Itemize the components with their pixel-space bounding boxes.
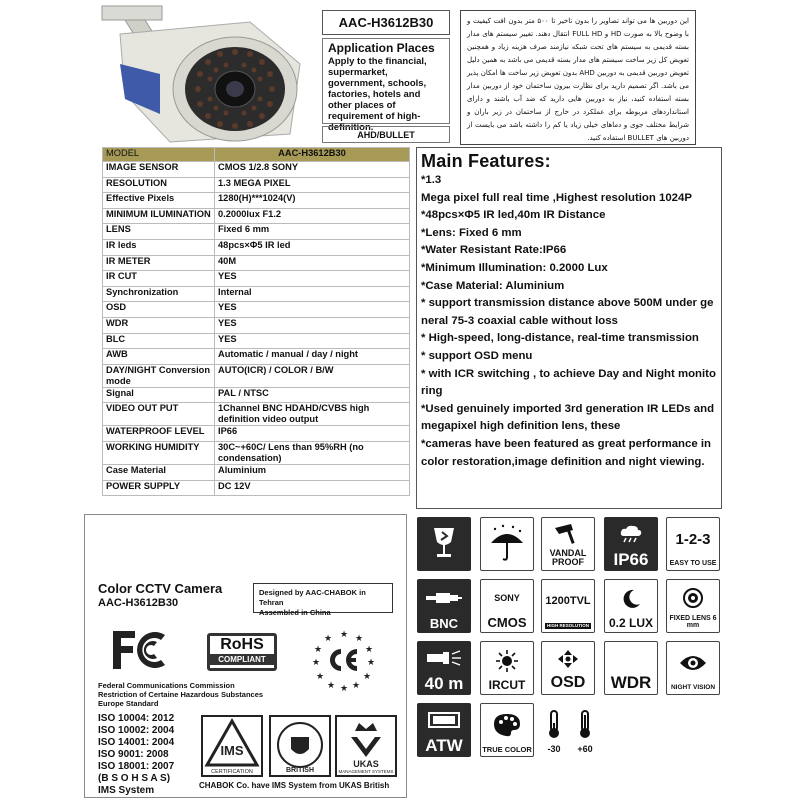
british-badge	[269, 715, 331, 777]
rohs-compliant: COMPLIANT	[210, 654, 274, 665]
umbrella-tile	[480, 517, 534, 571]
wdr-icon	[605, 642, 657, 674]
bnc-tile	[417, 579, 471, 633]
tile-label: HIGH RESOLUTION	[546, 622, 589, 628]
vandal-proof-icon	[542, 518, 594, 549]
lux-tile	[604, 579, 658, 633]
iso-line: ISO 14001: 2004	[98, 737, 175, 748]
iso-line: ISO 10002: 2004	[98, 725, 175, 736]
bnc-icon	[417, 579, 471, 617]
category-label: AHD/BULLET	[322, 126, 450, 143]
spec-row	[103, 441, 410, 464]
spec-key: WORKING HUMIDITY	[103, 441, 215, 464]
camera-image	[100, 4, 315, 144]
persian-description: این دوربین ها می تواند تصاویر را بدون تاخیر تا ۵۰۰ متر بدون افت کیفیت و با وضوح بالا به صورت HD و FULL HD انتقال دهند. تغییر سیستم های مدار بسته قدیمی به سیستم های تحت شبکه نیازمند صرف هزینه زیاد و همچنین تعویض کل زیر ساخت سیستم های مدار بسته قدیمی می باشد به همین دلیل تعویض دوربین قدیمی به دوربین AHD بدون تعویض زیر ساخت ها امکان پذیر می باشد. اگر تصمیم دارید برای نظارت بیرون ساختمان خود از دوربین مدار بسته استفاده کنید، نیاز به دوربین هایی دارید که ضد آب باشند و دارای استانداردهای مربوطه برای عملکرد در خارج از ساختمان در زیر باران و شرایط مختلف جوی و دماهای خیلی زیاد یا کم را داشته باشد می بایست از دوربین های BULLET استفاده کنید.	[460, 10, 696, 145]
spec-value: 30C~+60C/ Lens than 95%RH (no condensation)	[215, 441, 410, 464]
true-color-icon	[481, 704, 533, 746]
spec-value: Automatic / manual / day / night	[215, 349, 410, 365]
spec-row	[103, 302, 410, 318]
cert-label: CERTIFICATION	[211, 769, 253, 775]
spec-row	[103, 480, 410, 496]
tile-label: -30	[547, 744, 561, 754]
spec-value: 1Channel BNC HDAHD/CVBS high definition video output	[215, 403, 410, 426]
spec-key: IR METER	[103, 255, 215, 271]
lux-icon	[605, 580, 657, 617]
easy-to-use-tile	[666, 517, 720, 571]
feature-line: *Minimum Illumination: 0.2000 Lux	[421, 261, 608, 274]
tile-label: ATW	[425, 736, 463, 755]
feature-line: *48pcs×Φ5 IR led,40m IR Distance	[421, 209, 606, 222]
spec-row	[103, 364, 410, 387]
umbrella-icon	[481, 518, 533, 567]
svg-text:★: ★	[340, 630, 349, 640]
night-vision-tile	[666, 641, 720, 695]
spec-key: Synchronization	[103, 286, 215, 302]
wdr-tile	[604, 641, 658, 695]
tile-label: OSD	[550, 674, 586, 691]
spec-value: 0.2000lux F1.2	[215, 208, 410, 224]
svg-text:★: ★	[314, 645, 323, 655]
card-footer: CHABOK Co. have IMS System from UKAS British	[199, 781, 390, 790]
tile-label: BNC	[429, 616, 459, 631]
iso-line: IMS System	[98, 785, 155, 796]
spec-value: Internal	[215, 286, 410, 302]
feature-line: *1.3	[421, 174, 442, 186]
spec-row	[103, 387, 410, 403]
tile-big-text: 1-2-3	[675, 530, 711, 548]
card-model: AAC-H3612B30	[98, 597, 179, 609]
rohs-title: RoHS	[220, 636, 264, 653]
feature-line: * High-speed, long-distance, real-time transmission	[421, 332, 699, 345]
spec-key: IMAGE SENSOR	[103, 162, 215, 178]
svg-text:★: ★	[367, 658, 376, 668]
spec-key: POWER SUPPLY	[103, 480, 215, 496]
spec-key: IR leds	[103, 239, 215, 255]
fed-line: Federal Communications Commission	[98, 681, 235, 690]
spec-key: MINIMUM ILUMINATION	[103, 208, 215, 224]
spec-row	[103, 193, 410, 209]
designed-by-box	[253, 583, 393, 617]
ukas-label: UKAS	[353, 759, 379, 769]
tile-big-text: 1200TVL	[545, 595, 591, 608]
spec-header-value: AAC-H3612B30	[215, 148, 410, 162]
tile-label: NIGHT VISION	[670, 683, 716, 691]
svg-text:★: ★	[312, 658, 321, 668]
feature-line: Mega pixel full real time ,Highest resolution 1024P	[421, 191, 692, 204]
ir-distance-tile	[417, 641, 471, 695]
tile-label: +60	[577, 744, 593, 754]
fixed-lens-icon	[667, 580, 719, 615]
tvl-icon	[542, 580, 594, 623]
spec-row	[103, 255, 410, 271]
main-features-box	[416, 147, 722, 509]
spec-row	[103, 177, 410, 193]
spec-row	[103, 239, 410, 255]
spec-key: LENS	[103, 224, 215, 240]
temp-low-tile	[541, 703, 567, 757]
tile-label: 0.2 LUX	[608, 616, 653, 630]
spec-header-row	[103, 148, 410, 162]
easy-to-use-icon	[667, 518, 719, 560]
feature-line: *Case Material: Aluminium	[421, 279, 565, 292]
svg-text:★: ★	[340, 684, 349, 693]
ircut-tile	[480, 641, 534, 695]
features-title: Main Features:	[421, 151, 551, 171]
spec-key: WDR	[103, 317, 215, 333]
spec-key: Signal	[103, 387, 215, 403]
spec-value: 1.3 MEGA PIXEL	[215, 177, 410, 193]
spec-value: AUTO(ICR) / COLOR / B/W	[215, 364, 410, 387]
temp-high-tile	[572, 703, 598, 757]
spec-value: YES	[215, 317, 410, 333]
true-color-tile	[480, 703, 534, 757]
spec-key: DAY/NIGHT Conversion mode	[103, 364, 215, 387]
ircut-icon	[481, 642, 533, 679]
ims-triangle-icon	[203, 717, 261, 775]
tile-label: FIXED LENS 6 mm	[669, 615, 717, 629]
application-title: Application Places	[328, 41, 435, 55]
application-text: Apply to the financial, supermarket, government, schools, factories, hotels and other places of requirement of high-definition.	[328, 56, 427, 133]
spec-row	[103, 271, 410, 287]
tile-label: WDR	[610, 673, 652, 692]
glass-tile	[417, 517, 471, 571]
british-label: BRITISH	[286, 767, 314, 774]
spec-key: Effective Pixels	[103, 193, 215, 209]
card-title: Color CCTV Camera	[98, 581, 223, 596]
spec-value: Fixed 6 mm	[215, 224, 410, 240]
tile-label: IP66	[613, 550, 649, 569]
ip66-tile	[604, 517, 658, 571]
spec-row	[103, 333, 410, 349]
spec-key: OSD	[103, 302, 215, 318]
svg-text:★: ★	[352, 681, 361, 691]
feature-line: *Water Resistant Rate:IP66	[421, 244, 567, 257]
spec-row	[103, 162, 410, 178]
spec-row	[103, 286, 410, 302]
sony-cmos-tile	[480, 579, 534, 633]
application-places-box	[322, 38, 450, 133]
designed-by-text: Designed by AAC-CHABOK in Tehran	[259, 588, 366, 607]
feature-line: *Lens: Fixed 6 mm	[421, 226, 522, 239]
ce-logo-icon	[311, 627, 377, 693]
tile-label: CMOS	[487, 615, 527, 630]
osd-tile	[541, 641, 595, 695]
atw-tile	[417, 703, 471, 757]
svg-text:★: ★	[316, 672, 325, 682]
spec-key: VIDEO OUT PUT	[103, 403, 215, 426]
spec-row	[103, 403, 410, 426]
temp-low-icon	[541, 703, 567, 745]
tile-label: TRUE COLOR	[482, 744, 532, 754]
tvl-tile	[541, 579, 595, 633]
spec-value: 40M	[215, 255, 410, 271]
svg-text:★: ★	[355, 634, 364, 644]
fed-line: Restriction of Certaine Hazardous Substances	[98, 690, 264, 699]
temp-high-icon	[572, 703, 598, 745]
tile-big-text: SONY	[494, 593, 520, 603]
fed-text	[98, 681, 263, 708]
glass-icon	[417, 517, 471, 568]
spec-value: YES	[215, 302, 410, 318]
rohs-badge	[207, 633, 277, 671]
tile-label: VANDAL PROOF	[549, 548, 587, 567]
spec-value: Aluminium	[215, 464, 410, 480]
svg-text:★: ★	[363, 672, 372, 682]
spec-value: 48pcs×Φ5 IR led	[215, 239, 410, 255]
fixed-lens-tile	[666, 579, 720, 633]
ukas-sub: MANAGEMENT SYSTEMS	[338, 769, 394, 774]
svg-text:IMS: IMS	[220, 743, 244, 758]
feature-line: * support OSD menu	[421, 349, 533, 362]
ukas-badge	[335, 715, 397, 777]
atw-icon	[417, 703, 471, 737]
assembled-text: Assembled in China	[259, 608, 331, 617]
spec-value: YES	[215, 333, 410, 349]
spec-header-key: MODEL	[103, 148, 215, 162]
certification-badge	[201, 715, 263, 777]
spec-value: IP66	[215, 426, 410, 442]
iso-line: ISO 9001: 2008	[98, 749, 169, 760]
british-crest-icon	[271, 717, 329, 775]
spec-value: YES	[215, 271, 410, 287]
spec-key: RESOLUTION	[103, 177, 215, 193]
night-vision-icon	[667, 642, 719, 685]
spec-row	[103, 317, 410, 333]
feature-line: *cameras have been featured as great performance in color restoration,image definition and night viewing.	[421, 437, 711, 468]
spec-key: IR CUT	[103, 271, 215, 287]
spec-row	[103, 464, 410, 480]
osd-icon	[542, 642, 594, 675]
spec-key: WATERPROOF LEVEL	[103, 426, 215, 442]
svg-text:★: ★	[324, 634, 333, 644]
ir-distance-icon	[417, 641, 471, 675]
tile-label: EASY TO USE	[669, 560, 717, 567]
spec-row	[103, 426, 410, 442]
feature-line: * support transmission distance above 500M under general 75-3 coaxial cable without loss	[421, 297, 714, 327]
spec-value: CMOS 1/2.8 SONY	[215, 162, 410, 178]
iso-line: ISO 10004: 2012	[98, 713, 175, 724]
vandal-proof-tile	[541, 517, 595, 571]
tile-label: IRCUT	[488, 678, 526, 692]
product-label-card	[84, 514, 407, 798]
spec-row	[103, 224, 410, 240]
feature-line: *Used genuinely imported 3rd generation IR LEDs and megapixel high definition lens, these	[421, 402, 715, 433]
svg-text:★: ★	[327, 681, 336, 691]
fed-line: Europe Standard	[98, 699, 159, 708]
ukas-crown-icon	[337, 717, 395, 775]
iso-line: (B S O H S A S)	[98, 773, 171, 784]
spec-table	[102, 147, 410, 496]
ip66-icon	[604, 517, 658, 551]
spec-key: BLC	[103, 333, 215, 349]
iso-line: ISO 18001: 2007	[98, 761, 175, 772]
spec-value: PAL / NTSC	[215, 387, 410, 403]
spec-row	[103, 349, 410, 365]
spec-value: 1280(H)***1024(V)	[215, 193, 410, 209]
spec-key: AWB	[103, 349, 215, 365]
spec-row	[103, 208, 410, 224]
tile-label: 40 m	[424, 674, 464, 693]
feature-line: * with ICR switching , to achieve Day and Night monitoring	[421, 367, 716, 398]
sony-cmos-icon	[481, 580, 533, 616]
spec-value: DC 12V	[215, 480, 410, 496]
spec-key: Case Material	[103, 464, 215, 480]
iso-list	[98, 713, 174, 797]
fcc-logo-icon	[109, 627, 169, 673]
svg-text:★: ★	[365, 645, 374, 655]
model-title: AAC-H3612B30	[322, 10, 450, 35]
